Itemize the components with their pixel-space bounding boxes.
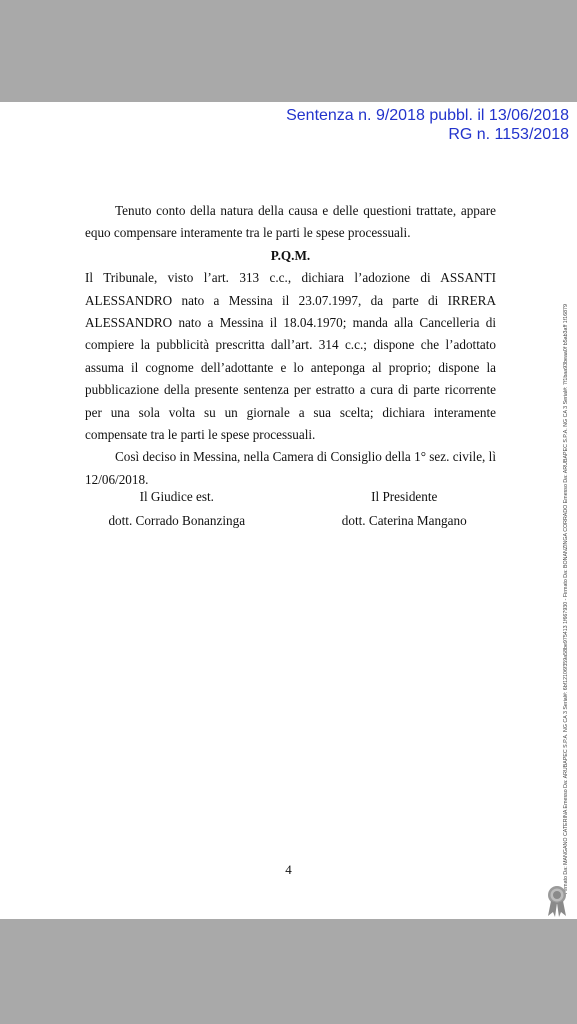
- rg-number: RG n. 1153/2018: [448, 126, 569, 143]
- seal-icon: [543, 884, 571, 918]
- document-body: [85, 200, 496, 491]
- costs-paragraph: Tenuto conto della natura della causa e delle questioni trattate, appare equo compensare interamente tra le parti le spese processuali.: [85, 203, 496, 241]
- judge-title: Il Giudice est.: [139, 489, 214, 504]
- decision-paragraph: Così deciso in Messina, nella Camera di Consiglio della 1° sez. civile, lì 12/06/2018.: [85, 449, 496, 487]
- pqm-heading: P.Q.M.: [270, 247, 311, 263]
- judge-name: dott. Corrado Bonanzinga: [108, 513, 246, 528]
- digital-signature-strip: [557, 124, 571, 894]
- signature-names: [85, 513, 496, 529]
- digital-signature-text: Firmato Da: MANGANO CATERINA Emesso Da: ARUBAPEC S.P.A. NG CA 3 Serial#: 6bf12106f359a58be975413 1f667930 - Firmato Da: BONANZINGA CORRADO Emesso Da: ARUBAPEC S.P.A. NG CA 3 Serial#: 7f1baa93beaa0f b5ab3aff 1f16879: [563, 304, 569, 894]
- president-name: dott. Caterina Mangano: [341, 513, 467, 528]
- page-number: 4: [285, 862, 292, 877]
- sentence-number: Sentenza n. 9/2018 pubbl. il 13/06/2018: [286, 107, 569, 124]
- document-page: [0, 102, 577, 919]
- president-title: Il Presidente: [371, 489, 438, 504]
- signature-titles: [85, 489, 496, 505]
- sentence-stamp: [286, 106, 569, 144]
- ruling-paragraph: Il Tribunale, visto l’art. 313 c.c., dichiara l’adozione di ASSANTI ALESSANDRO nato a Messina il 23.07.1997, da parte di IRRERA ALESSANDRO nato a Messina il 18.04.1970; manda alla Cancelleria di compiere la pubblicità prescritta dall’art. 314 c.c.; dispone che l’adottato assuma il cognome dell’adottante e lo anteponga al proprio; dispone la pubblicazione della presente sentenza per estratto a cura di parte ricorrente per una sola volta su un giornale a sua scelta; dichiara interamente compensate tra le parti le spese processuali.: [85, 270, 496, 443]
